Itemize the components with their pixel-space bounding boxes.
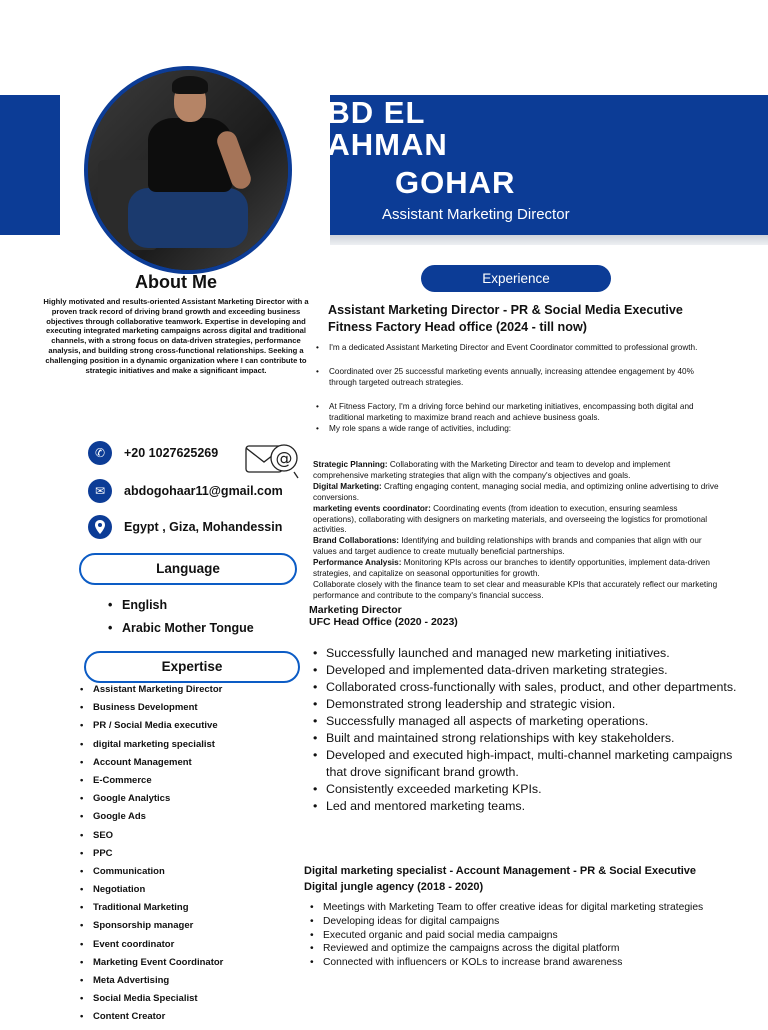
list-item: • Successfully managed all aspects of marketing operations. — [313, 713, 753, 730]
language-list — [108, 598, 254, 644]
list-item: • E-Commerce — [80, 775, 223, 793]
expertise-heading: Expertise — [84, 651, 300, 683]
mail-at-illustration-icon — [244, 438, 300, 482]
phone-text: +20 1027625269 — [124, 446, 219, 460]
list-item: • Google Analytics — [80, 793, 223, 811]
list-item: • Negotiation — [80, 884, 223, 902]
name-line-1: ABD EL — [304, 95, 426, 130]
name-line-2: RAHMAN — [304, 127, 448, 162]
job1-title — [328, 302, 683, 336]
job2-title — [309, 604, 458, 628]
list-item: • digital marketing specialist — [80, 739, 223, 757]
list-item: • Coordinated over 25 successful marketing events annually, increasing attendee engagement by 40% through targeted outreach strategies. — [316, 367, 721, 389]
job1-bullets — [316, 343, 721, 434]
phone-icon: ✆ — [88, 441, 112, 465]
contact-phone[interactable] — [88, 441, 218, 465]
list-item: • Social Media Specialist — [80, 993, 223, 1011]
list-item: • Content Creator — [80, 1011, 223, 1029]
expertise-list — [80, 684, 223, 1030]
language-heading: Language — [79, 553, 297, 585]
list-item: • I'm a dedicated Assistant Marketing Director and Event Coordinator committed to professional growth. — [316, 343, 721, 354]
list-item: • Consistently exceeded marketing KPIs. — [313, 781, 753, 798]
experience-heading: Experience — [421, 265, 611, 292]
list-item: • Event coordinator — [80, 939, 223, 957]
about-title: About Me — [135, 272, 217, 292]
svg-text:@: @ — [275, 449, 293, 469]
duty-item: Collaborate closely with the finance team to set clear and measurable KPIs that accurately reflect our marketing performance and contribute to the company's financial success. — [313, 579, 718, 600]
location-pin-icon — [88, 515, 112, 539]
list-item: • PPC — [80, 848, 223, 866]
list-item: • Developed and executed high-impact, multi-channel marketing campaigns that drove significant brand growth. — [313, 747, 753, 781]
job1-title-line2: Fitness Factory Head office (2024 - till now) — [328, 320, 587, 334]
list-item: • Demonstrated strong leadership and strategic vision. — [313, 696, 753, 713]
job3-title-line2: Digital jungle agency (2018 - 2020) — [304, 881, 484, 893]
job2-bullets — [313, 645, 753, 815]
list-item: • PR / Social Media executive — [80, 720, 223, 738]
duty-item: marketing events coordinator: Coordinating events (from ideation to execution, ensuring seamless operations), collaborating with designers on marketing materials, and overseeing the logistics for promotional activities. — [313, 503, 708, 535]
job3-bullets — [310, 901, 740, 970]
list-item: • Business Development — [80, 702, 223, 720]
job2-title-line2: UFC Head Office (2020 - 2023) — [309, 616, 458, 628]
email-text: abdogohaar11@gmail.com — [124, 484, 283, 498]
list-item: • Built and maintained strong relationships with key stakeholders. — [313, 730, 753, 747]
list-item: • Executed organic and paid social media campaigns — [310, 929, 740, 943]
job2-title-line1: Marketing Director — [309, 604, 402, 616]
duty-item: Performance Analysis: Monitoring KPIs across our branches to identify opportunities, implement data-driven strategies, and capitalize on seasonal opportunities for growth. — [313, 558, 710, 579]
contact-email[interactable] — [88, 479, 283, 503]
list-item: • Traditional Marketing — [80, 902, 223, 920]
about-text: Highly motivated and results-oriented Assistant Marketing Director with a proven track record of driving brand growth and exceeding business objectives through collaborative teamwork. Expertise in developing and executing integrated marketing campaigns across digital and traditional channels, with a strong focus on data-driven strategies, performance analysis, and building strong cross-functional relationships. Seeking a challenging position in a dynamic organization where I can contribute to strategic initiatives and make a significant impact. — [43, 297, 309, 375]
job3-title-line1: Digital marketing specialist - Account Management - PR & Social Executive — [304, 865, 697, 877]
list-item: • At Fitness Factory, I'm a driving force behind our marketing initiatives, encompassing both digital and traditional marketing to maximize brand reach and achieve business goals. — [316, 402, 721, 424]
list-item: • Successfully launched and managed new marketing initiatives. — [313, 645, 753, 662]
list-item: • Meta Advertising — [80, 975, 223, 993]
job3-title — [304, 863, 696, 895]
job1-title-line1: Assistant Marketing Director - PR & Social Media Executive — [328, 303, 683, 317]
list-item: • Connected with influencers or KOLs to increase brand awareness — [310, 956, 740, 970]
list-item: • Assistant Marketing Director — [80, 684, 223, 702]
header-band-left-edge — [0, 95, 60, 235]
list-item: • Developing ideas for digital campaigns — [310, 915, 740, 929]
duty-item: Strategic Planning: Collaborating with the Marketing Director and team to develop and implement comprehensive marketing strategies that align with the company's objectives and goals. — [313, 460, 671, 480]
list-item: • Arabic Mother Tongue — [108, 621, 254, 644]
location-text: Egypt , Giza, Mohandessin — [124, 520, 283, 534]
email-icon: ✉ — [88, 479, 112, 503]
list-item: • Google Ads — [80, 811, 223, 829]
job-subtitle: Assistant Marketing Director — [382, 206, 570, 223]
list-item: • SEO — [80, 830, 223, 848]
duty-item: Brand Collaborations: Identifying and building relationships with brands and companies that align with our values and target audience to create mutually beneficial partnerships. — [313, 536, 702, 557]
list-item: • Communication — [80, 866, 223, 884]
list-item: • Collaborated cross-functionally with sales, product, and other departments. — [313, 679, 753, 696]
list-item: • Meetings with Marketing Team to offer creative ideas for digital marketing strategies — [310, 901, 740, 915]
list-item: • English — [108, 598, 254, 621]
profile-photo — [84, 66, 292, 274]
job1-duties — [313, 460, 723, 602]
contact-location — [88, 515, 282, 539]
list-item: • My role spans a wide range of activities, including: — [316, 424, 721, 435]
list-item: • Reviewed and optimize the campaigns across the digital platform — [310, 942, 740, 956]
duty-item: Digital Marketing: Crafting engaging content, managing social media, and optimizing online advertising to drive conversions. — [313, 481, 719, 502]
name-line-3: GOHAR — [395, 165, 516, 200]
list-item: • Sponsorship manager — [80, 920, 223, 938]
list-item: • Led and mentored marketing teams. — [313, 798, 753, 815]
list-item: • Marketing Event Coordinator — [80, 957, 223, 975]
list-item: • Developed and implemented data-driven marketing strategies. — [313, 662, 753, 679]
list-item: • Account Management — [80, 757, 223, 775]
